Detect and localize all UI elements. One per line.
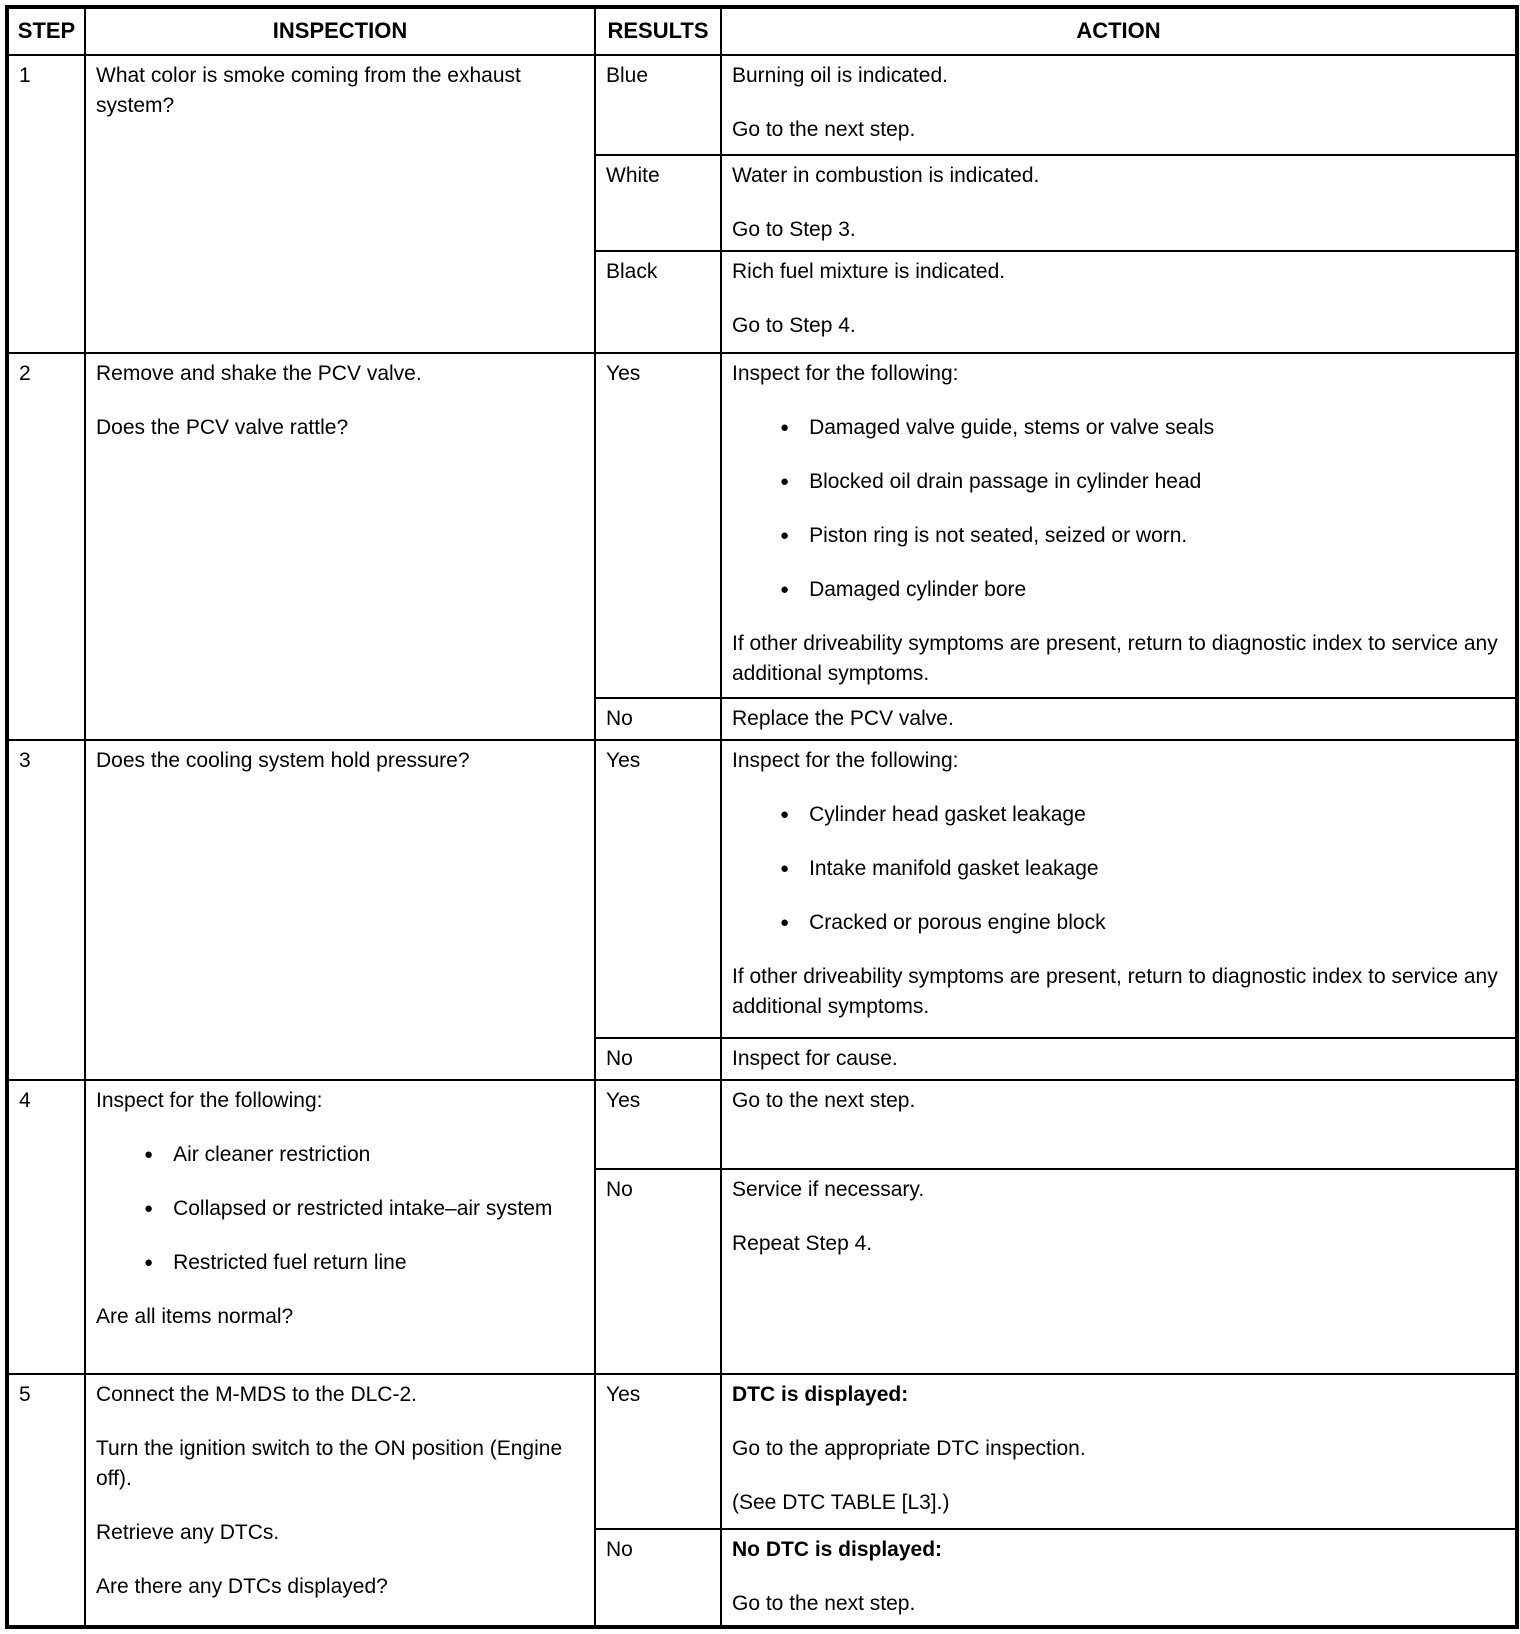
bullet-icon: ●: [144, 1200, 154, 1217]
step-cell: [7, 1374, 85, 1627]
action-text-bold: DTC is displayed:: [732, 1383, 909, 1406]
bullet-text: Piston ring is not seated, seized or worn.: [809, 524, 1188, 547]
result-cell: [595, 1038, 721, 1080]
action-text: Inspect for the following:: [732, 749, 959, 772]
inspection-cell: [85, 1080, 595, 1374]
result-cell: [595, 55, 721, 155]
action-text-bold: No DTC is displayed:: [732, 1538, 943, 1561]
result-label: Yes: [606, 362, 641, 385]
inspection-cell: [85, 740, 595, 1080]
inspection-text: Does the cooling system hold pressure?: [96, 749, 470, 772]
action-text: Go to the next step.: [732, 1089, 916, 1112]
bullet-text: Restricted fuel return line: [173, 1251, 407, 1274]
inspection-text: Are there any DTCs displayed?: [96, 1575, 388, 1598]
result-label: No: [606, 707, 633, 730]
bullet-icon: ●: [780, 914, 790, 931]
result-label: Yes: [606, 1383, 641, 1406]
inspection-cell: [85, 55, 595, 353]
action-cell: [721, 1169, 1517, 1374]
bullet-icon: ●: [780, 473, 790, 490]
inspection-text: Retrieve any DTCs.: [96, 1521, 280, 1544]
result-cell: [595, 251, 721, 353]
bullet-icon: ●: [780, 806, 790, 823]
action-text: Burning oil is indicated.: [732, 64, 948, 87]
action-text: Go to Step 3.: [732, 218, 856, 241]
action-text: Service if necessary.: [732, 1178, 925, 1201]
action-text: If other driveability symptoms are present, return to diagnostic index to service any additional symptoms.: [732, 632, 1498, 685]
result-label: No: [606, 1178, 633, 1201]
result-cell: [595, 1529, 721, 1627]
header-row: [7, 7, 1517, 55]
diagnostic-table: [5, 5, 1519, 1629]
bullet-item: [144, 1248, 584, 1278]
action-text: Repeat Step 4.: [732, 1232, 873, 1255]
inspection-text: Inspect for the following:: [96, 1089, 323, 1112]
action-cell: [721, 1374, 1517, 1529]
action-cell: [721, 1080, 1517, 1169]
bullet-icon: ●: [144, 1146, 154, 1163]
inspection-bullet-list: [96, 1140, 584, 1278]
result-cell: [595, 1374, 721, 1529]
result-label: White: [606, 164, 660, 187]
inspection-text: What color is smoke coming from the exhaust system?: [96, 64, 521, 117]
step-cell: [7, 740, 85, 1080]
bullet-item: [780, 854, 1505, 884]
inspection-text: Connect the M-MDS to the DLC-2.: [96, 1383, 417, 1406]
inspection-text: Turn the ignition switch to the ON position (Engine off).: [96, 1437, 563, 1490]
bullet-text: Intake manifold gasket leakage: [809, 857, 1099, 880]
header-step: STEP: [7, 7, 85, 55]
action-cell: [721, 1529, 1517, 1627]
result-label: Black: [606, 260, 658, 283]
action-text: Go to Step 4.: [732, 314, 856, 337]
bullet-item: [780, 908, 1505, 938]
action-text: Go to the appropriate DTC inspection.: [732, 1437, 1086, 1460]
inspection-cell: [85, 1374, 595, 1627]
bullet-item: [780, 521, 1505, 551]
inspection-cell: [85, 353, 595, 740]
bullet-item: [780, 800, 1505, 830]
action-text: If other driveability symptoms are present, return to diagnostic index to service any additional symptoms.: [732, 965, 1498, 1018]
inspection-text: Does the PCV valve rattle?: [96, 416, 349, 439]
bullet-icon: ●: [144, 1254, 154, 1271]
inspection-text: Remove and shake the PCV valve.: [96, 362, 422, 385]
step-number: 3: [19, 749, 31, 772]
action-text: Inspect for the following:: [732, 362, 959, 385]
bullet-text: Cracked or porous engine block: [809, 911, 1106, 934]
bullet-item: [780, 467, 1505, 497]
bullet-icon: ●: [780, 527, 790, 544]
step-number: 5: [19, 1383, 31, 1406]
header-action: ACTION: [721, 7, 1517, 55]
bullet-text: Damaged cylinder bore: [809, 578, 1027, 601]
action-text: Water in combustion is indicated.: [732, 164, 1040, 187]
result-cell: [595, 740, 721, 1038]
inspection-text: Are all items normal?: [96, 1305, 294, 1328]
bullet-text: Damaged valve guide, stems or valve seals: [809, 416, 1215, 439]
bullet-text: Collapsed or restricted intake–air system: [173, 1197, 553, 1220]
result-cell: [595, 353, 721, 698]
result-label: Yes: [606, 749, 641, 772]
step-cell: [7, 1080, 85, 1374]
step-cell: [7, 353, 85, 740]
bullet-item: [144, 1194, 584, 1224]
action-bullet-list: [732, 800, 1505, 938]
result-label: Yes: [606, 1089, 641, 1112]
result-cell: [595, 155, 721, 251]
bullet-icon: ●: [780, 581, 790, 598]
result-cell: [595, 1080, 721, 1169]
bullet-text: Air cleaner restriction: [173, 1143, 371, 1166]
table-row: [7, 740, 1517, 1038]
result-cell: [595, 1169, 721, 1374]
action-text: Go to the next step.: [732, 1592, 916, 1615]
bullet-text: Blocked oil drain passage in cylinder head: [809, 470, 1202, 493]
header-inspection: INSPECTION: [85, 7, 595, 55]
action-bullet-list: [732, 413, 1505, 605]
result-label: No: [606, 1047, 633, 1070]
table-row: [7, 353, 1517, 698]
action-text: (See DTC TABLE [L3].): [732, 1491, 950, 1514]
action-cell: [721, 1038, 1517, 1080]
action-cell: [721, 740, 1517, 1038]
bullet-item: [144, 1140, 584, 1170]
bullet-item: [780, 413, 1505, 443]
action-cell: [721, 698, 1517, 740]
action-cell: [721, 55, 1517, 155]
action-text: Replace the PCV valve.: [732, 707, 954, 730]
result-label: Blue: [606, 64, 649, 87]
result-cell: [595, 698, 721, 740]
step-number: 2: [19, 362, 31, 385]
bullet-icon: ●: [780, 860, 790, 877]
header-results: RESULTS: [595, 7, 721, 55]
step-cell: [7, 55, 85, 353]
action-text: Rich fuel mixture is indicated.: [732, 260, 1006, 283]
action-text: Go to the next step.: [732, 118, 916, 141]
step-number: 4: [19, 1089, 31, 1112]
action-cell: [721, 251, 1517, 353]
action-cell: [721, 353, 1517, 698]
bullet-item: [780, 575, 1505, 605]
step-number: 1: [19, 64, 31, 87]
table-row: [7, 1080, 1517, 1169]
action-text: Inspect for cause.: [732, 1047, 898, 1070]
bullet-icon: ●: [780, 419, 790, 436]
bullet-text: Cylinder head gasket leakage: [809, 803, 1086, 826]
table-row: [7, 55, 1517, 155]
result-label: No: [606, 1538, 633, 1561]
table-row: [7, 1374, 1517, 1529]
action-cell: [721, 155, 1517, 251]
